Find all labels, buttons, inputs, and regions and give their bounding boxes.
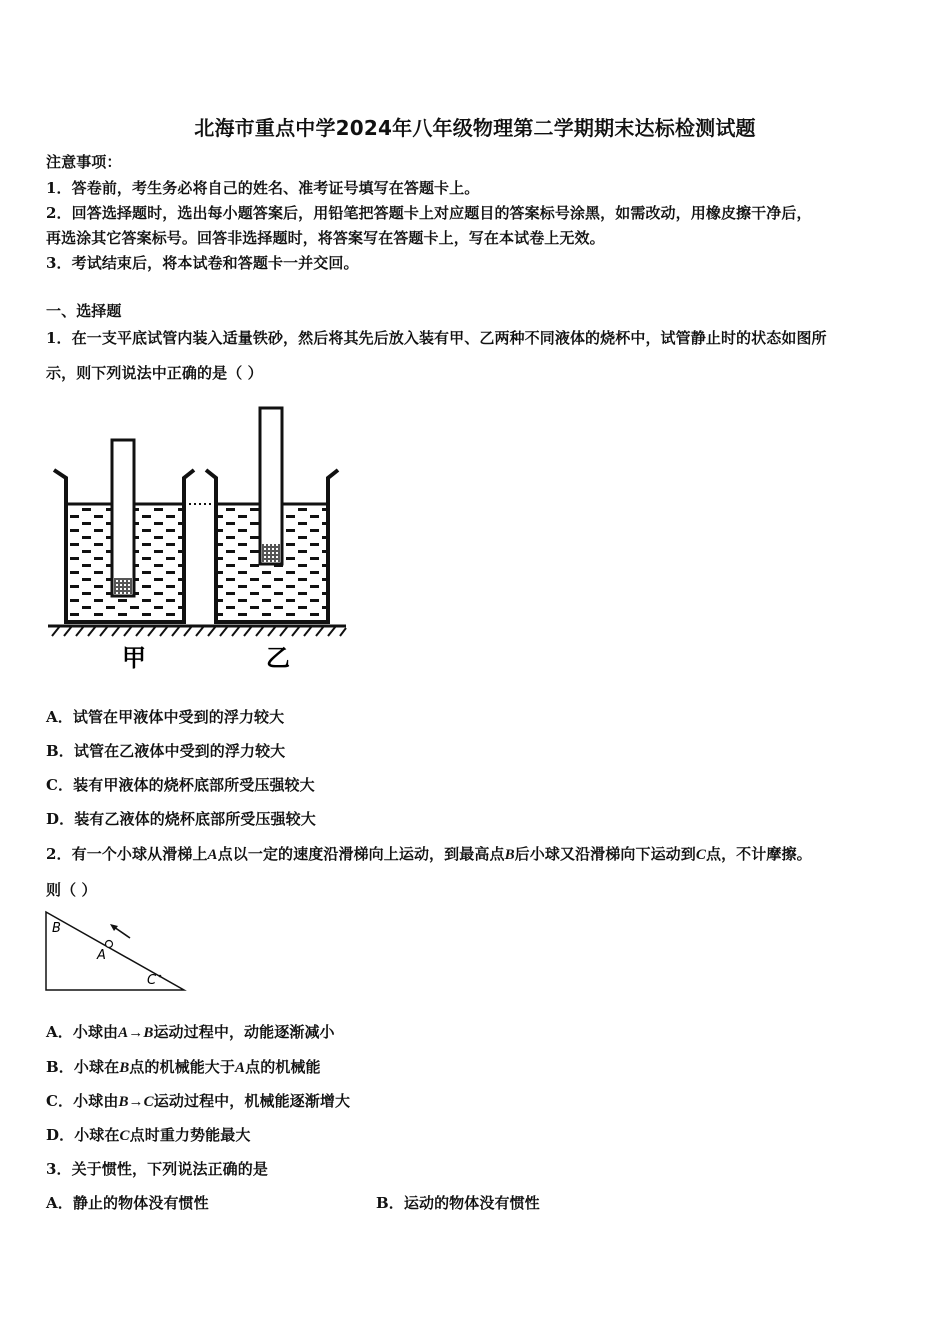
notice-item: 再选涂其它答案标号。回答非选择题时，将答案写在答题卡上，写在本试卷上无效。 xyxy=(46,229,605,247)
ball xyxy=(106,941,113,948)
ground-hatch xyxy=(48,626,346,636)
label-jia: 甲 xyxy=(122,644,146,672)
label-c: C xyxy=(147,973,157,988)
beaker-figure xyxy=(44,400,350,674)
slide-figure xyxy=(44,910,188,994)
q2-option-d: D．小球在C点时重力势能最大 xyxy=(46,1126,251,1144)
notice-item: 3．考试结束后，将本试卷和答题卡一并交回。 xyxy=(46,254,359,272)
q3-stem: 3．关于惯性，下列说法正确的是 xyxy=(46,1160,268,1178)
q1-stem-line-2: 示，则下列说法中正确的是（ ） xyxy=(46,364,263,382)
label-b: B xyxy=(52,921,61,936)
q1-option-b: B．试管在乙液体中受到的浮力较大 xyxy=(46,742,286,760)
q3-option-a: A．静止的物体没有惯性 xyxy=(46,1194,209,1212)
notice-item: 2．回答选择题时，选出每小题答案后，用铅笔把答题卡上对应题目的答案标号涂黑，如需改动，用橡皮擦干净后， xyxy=(46,204,812,222)
q2-option-b: B．小球在B点的机械能大于A点的机械能 xyxy=(46,1058,321,1076)
q1-option-d: D．装有乙液体的烧杯底部所受压强较大 xyxy=(46,810,316,828)
label-yi: 乙 xyxy=(266,644,290,672)
q1-stem-line-1: 1．在一支平底试管内装入适量铁砂，然后将其先后放入装有甲、乙两种不同液体的烧杯中，试管静止时的状态如图所 xyxy=(46,329,827,347)
page-title: 北海市重点中学2024年八年级物理第二学期期末达标检测试题 xyxy=(194,116,756,140)
q2-option-a: A．小球由A→B运动过程中，动能逐渐减小 xyxy=(46,1023,335,1041)
q1-option-a: A．试管在甲液体中受到的浮力较大 xyxy=(46,708,285,726)
notice-item: 1．答卷前，考生务必将自己的姓名、准考证号填写在答题卡上。 xyxy=(46,179,480,197)
arrow-icon xyxy=(110,924,118,931)
section-heading: 一、选择题 xyxy=(46,302,122,320)
beaker-right xyxy=(206,408,338,622)
q1-option-c: C．装有甲液体的烧杯底部所受压强较大 xyxy=(46,776,315,794)
q3-option-b: B．运动的物体没有惯性 xyxy=(376,1194,540,1212)
q2-stem-line-2: 则（ ） xyxy=(46,881,97,899)
q2-option-c: C．小球由B→C运动过程中，机械能逐渐增大 xyxy=(46,1092,351,1110)
q2-stem-line-1: 2．有一个小球从滑梯上A点以一定的速度沿滑梯向上运动，到最高点B后小球又沿滑梯向下运动到C点，不计摩擦。 xyxy=(46,845,812,863)
notice-heading: 注意事项： xyxy=(46,153,122,171)
label-a: A xyxy=(97,948,106,963)
beaker-left xyxy=(54,440,194,622)
